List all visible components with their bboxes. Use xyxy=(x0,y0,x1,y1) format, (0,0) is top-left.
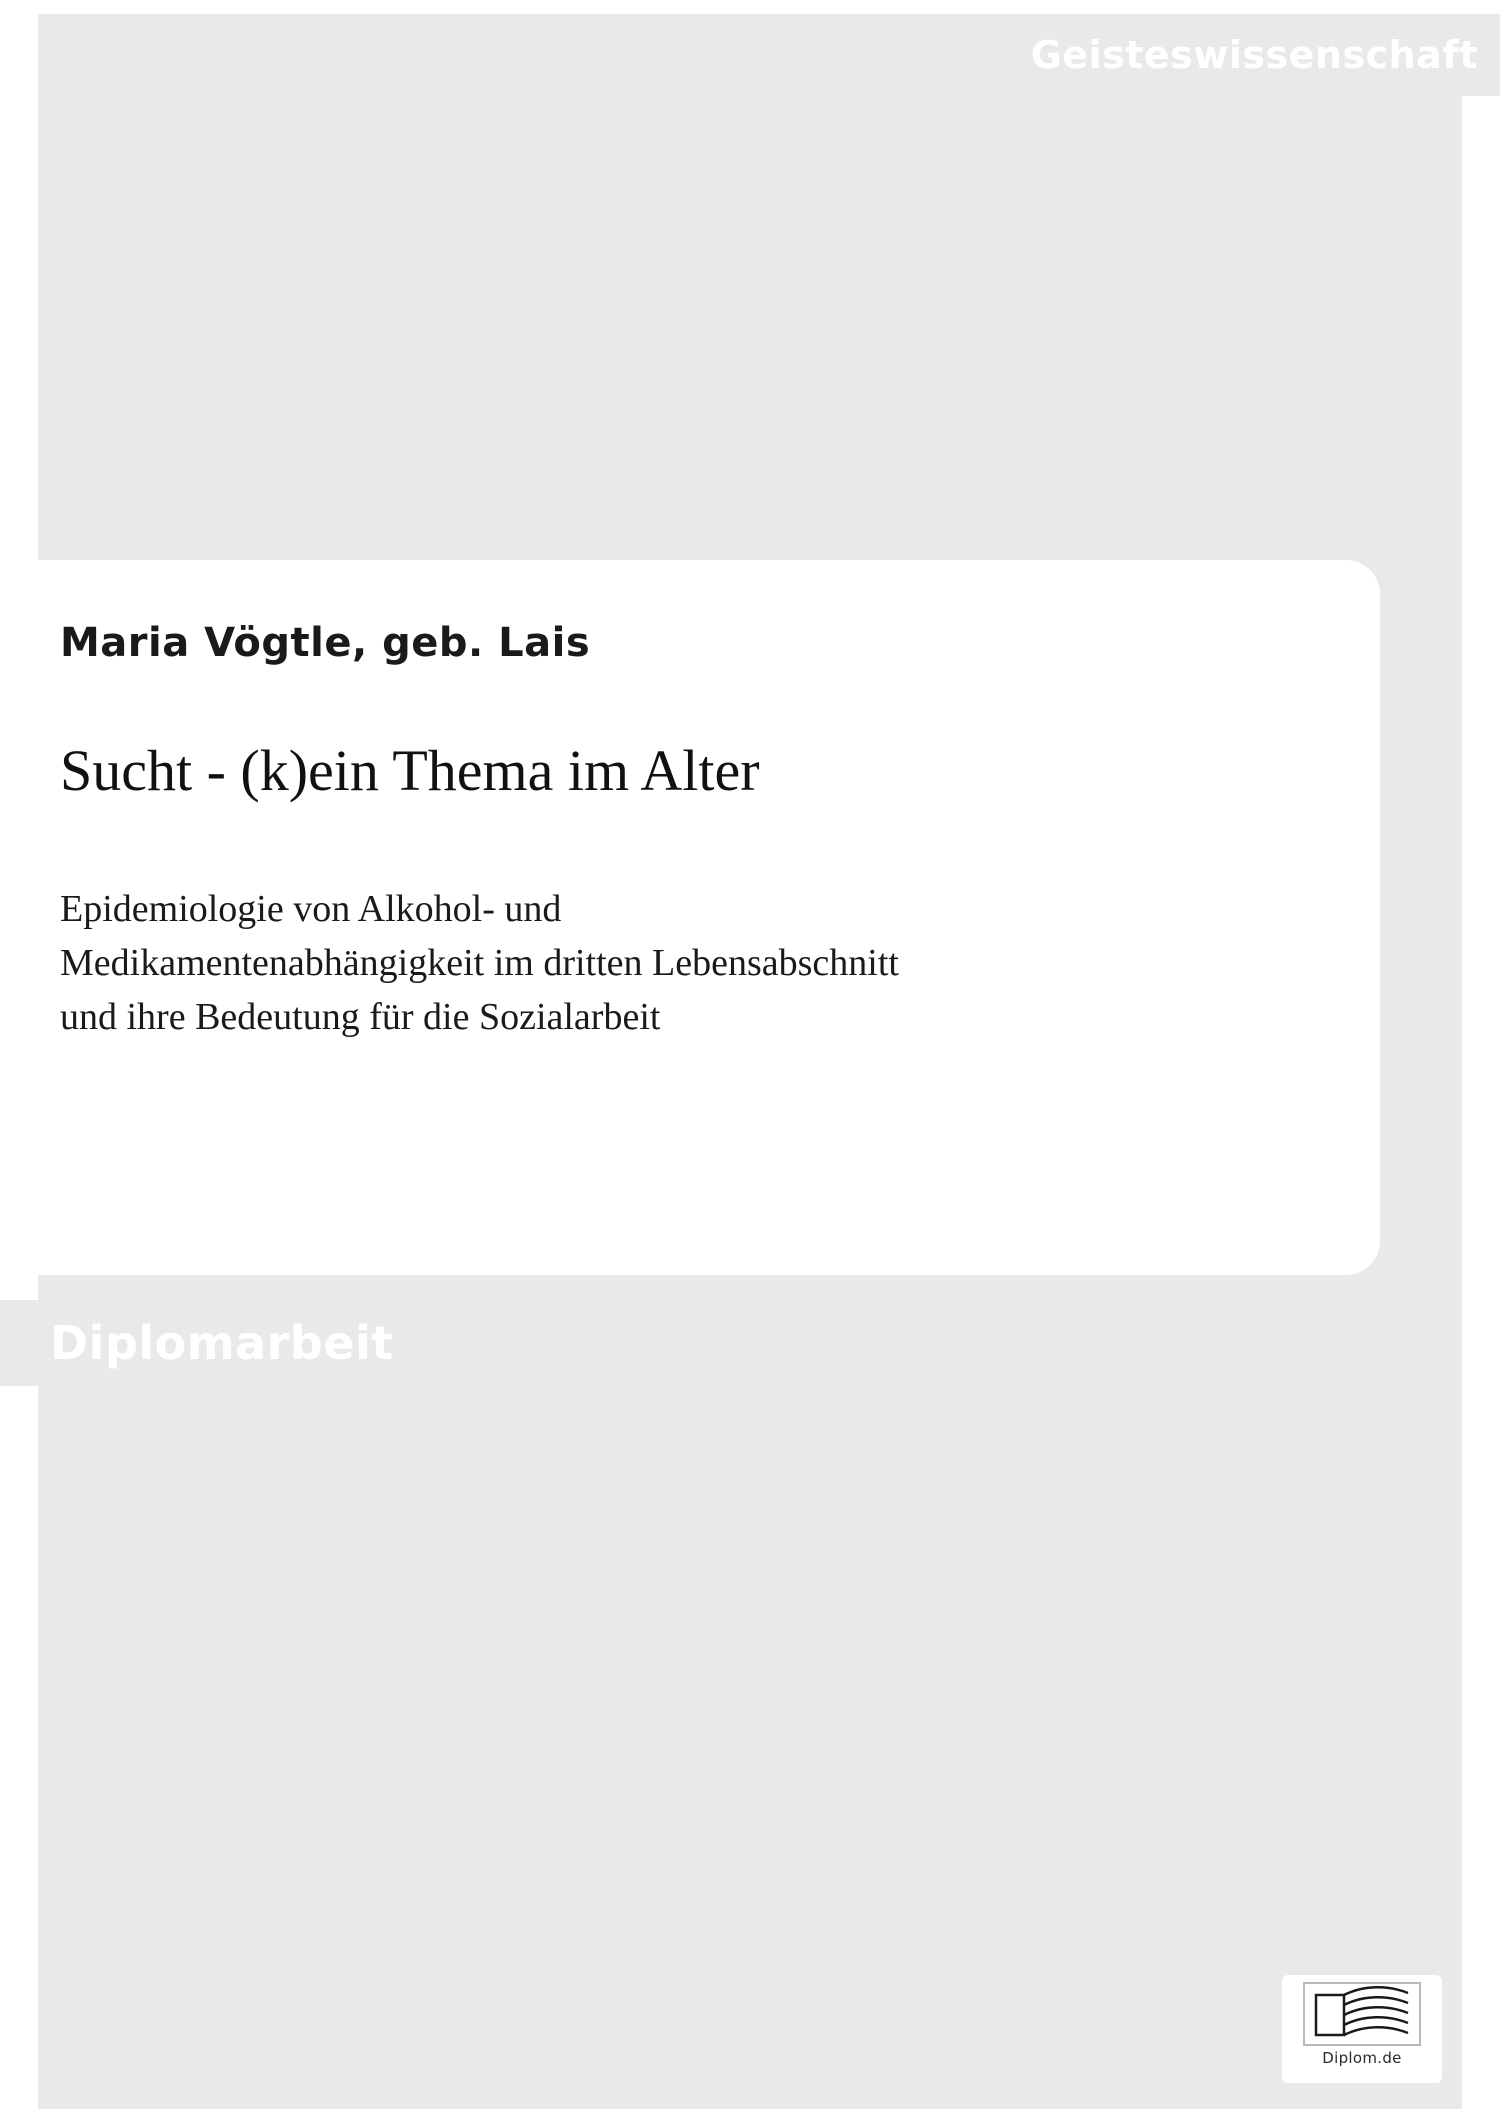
subtitle-line: und ihre Bedeutung für die Sozialarbeit xyxy=(60,995,661,1038)
title-card xyxy=(0,560,1380,1275)
page-title: Sucht - (k)ein Thema im Alter xyxy=(60,738,760,803)
category-banner xyxy=(38,14,1500,96)
subtitle xyxy=(60,883,1290,1045)
publisher-name: Diplom.de xyxy=(1322,2049,1402,2067)
publisher-logo xyxy=(1282,1975,1442,2083)
document-type-label: Diplomarbeit xyxy=(50,1316,394,1370)
book-logo-icon xyxy=(1302,1981,1422,2047)
document-type-band xyxy=(0,1300,1462,1386)
author-name: Maria Vögtle, geb. Lais xyxy=(60,620,591,666)
subtitle-line: Medikamentenabhängigkeit im dritten Lebensabschnitt xyxy=(60,941,899,984)
category-label: Geisteswissenschaft xyxy=(1030,33,1478,77)
subtitle-line: Epidemiologie von Alkohol- und xyxy=(60,887,562,930)
